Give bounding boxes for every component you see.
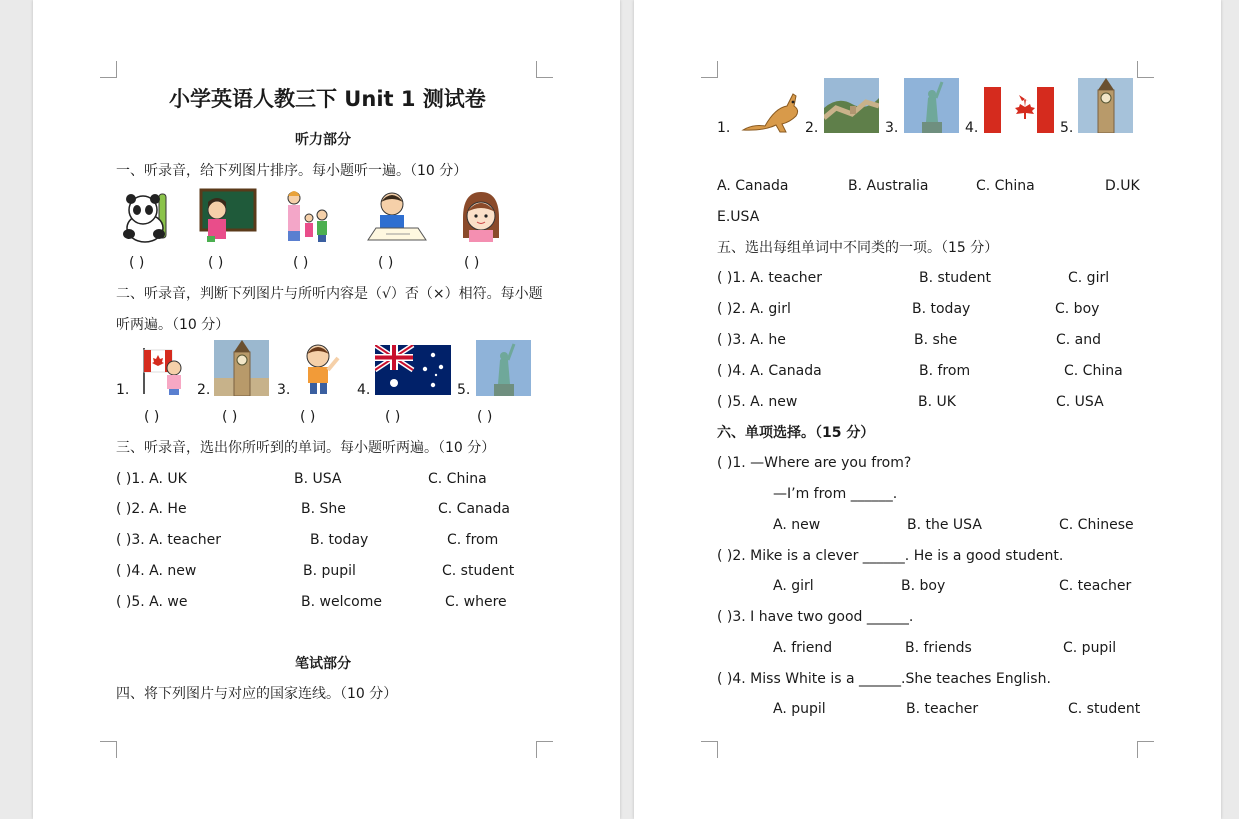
answer-blank[interactable]: ( ) — [385, 409, 401, 425]
family-image — [282, 188, 332, 244]
big-ben-image — [214, 340, 269, 396]
answer-blank[interactable]: ( ) — [300, 409, 316, 425]
crop-mark — [100, 61, 117, 78]
question-choice-c: C. boy — [1055, 301, 1100, 317]
crop-mark — [701, 741, 718, 758]
item-number: 5. — [457, 382, 471, 398]
panda-image — [119, 190, 177, 244]
kangaroo-image — [735, 86, 803, 136]
crop-mark — [536, 61, 553, 78]
question-choice-a: ( )3. A. he — [717, 332, 786, 348]
section-6-heading: 六、单项选择。（15 分） — [717, 425, 875, 441]
boy-writing-image — [366, 190, 428, 244]
question-choice-c: C. China — [428, 471, 487, 487]
item-number: 4. — [965, 120, 979, 136]
answer-blank[interactable]: ( ) — [222, 409, 238, 425]
question-choice-c: C. and — [1056, 332, 1102, 348]
item-number: 3. — [277, 382, 291, 398]
question-choice-b: B. She — [301, 501, 346, 517]
answer-blank[interactable]: ( ) — [477, 409, 493, 425]
statue-of-liberty-image — [476, 340, 531, 396]
section-4-heading: 四、将下列图片与对应的国家连线。（10 分） — [116, 686, 398, 702]
option-b: B. the USA — [907, 517, 982, 533]
country-option: A. Canada — [717, 178, 789, 194]
question-choice-b: B. she — [914, 332, 958, 348]
crop-mark — [1137, 61, 1154, 78]
section-2-heading-line2: 听两遍。（10 分） — [116, 317, 230, 333]
section-2-heading-line1: 二、听录音，判断下列图片与所听内容是（√）否（×）相符。每小题 — [116, 286, 543, 302]
question-choice-a: ( )2. A. He — [116, 501, 187, 517]
crop-mark — [100, 741, 117, 758]
item-number: 1. — [717, 120, 731, 136]
option-a: A. pupil — [773, 701, 826, 717]
answer-blank[interactable]: ( ) — [464, 255, 480, 271]
question-choice-b: B. pupil — [303, 563, 356, 579]
australia-flag-image — [375, 345, 451, 395]
item-number: 2. — [805, 120, 819, 136]
section-1-heading: 一、听录音，给下列图片排序。每小题听一遍。（10 分） — [116, 163, 468, 179]
option-a: A. friend — [773, 640, 833, 656]
country-option: B. Australia — [848, 178, 929, 194]
option-c: C. student — [1068, 701, 1141, 717]
teacher-at-board-image — [199, 188, 257, 244]
written-header: 笔试部分 — [295, 656, 351, 672]
country-option: E.USA — [717, 209, 760, 225]
question-1: ( )1. —Where are you from? — [717, 455, 912, 471]
document-page-left — [33, 0, 620, 819]
question-choice-a: ( )1. A. teacher — [717, 270, 823, 286]
document-page-right — [634, 0, 1221, 819]
canada-flag-image — [984, 87, 1054, 133]
item-number: 1. — [116, 382, 130, 398]
boy-with-canada-flag-image — [134, 344, 188, 396]
answer-blank[interactable]: ( ) — [208, 255, 224, 271]
question-choice-b: B. welcome — [301, 594, 382, 610]
statue-of-liberty-image — [904, 78, 959, 133]
question-choice-a: ( )5. A. new — [717, 394, 798, 410]
question-choice-b: B. from — [919, 363, 971, 379]
crop-mark — [1137, 741, 1154, 758]
option-c: C. Chinese — [1059, 517, 1134, 533]
country-option: C. China — [976, 178, 1035, 194]
section-3-heading: 三、听录音，选出你所听到的单词。每小题听两遍。（10 分） — [116, 440, 496, 456]
question-choice-b: B. today — [310, 532, 369, 548]
question-1-response: —I’m from ______. — [773, 486, 898, 502]
option-b: B. boy — [901, 578, 946, 594]
question-choice-a: ( )4. A. Canada — [717, 363, 822, 379]
page-title: 小学英语人教三下 Unit 1 测试卷 — [169, 87, 486, 111]
answer-blank[interactable]: ( ) — [378, 255, 394, 271]
item-number: 5. — [1060, 120, 1074, 136]
question-3: ( )3. I have two good ______. — [717, 609, 914, 625]
option-c: C. pupil — [1063, 640, 1117, 656]
question-choice-a: ( )4. A. new — [116, 563, 197, 579]
question-choice-c: C. where — [445, 594, 507, 610]
question-choice-b: B. today — [912, 301, 971, 317]
girl-image — [457, 190, 505, 244]
question-2: ( )2. Mike is a clever ______. He is a good student. — [717, 548, 1064, 564]
question-choice-a: ( )2. A. girl — [717, 301, 791, 317]
answer-blank[interactable]: ( ) — [293, 255, 309, 271]
question-choice-c: C. student — [442, 563, 515, 579]
question-choice-a: ( )3. A. teacher — [116, 532, 222, 548]
question-choice-c: C. Canada — [438, 501, 510, 517]
crop-mark — [701, 61, 718, 78]
option-a: A. girl — [773, 578, 814, 594]
question-choice-a: ( )1. A. UK — [116, 471, 187, 487]
item-number: 4. — [357, 382, 371, 398]
question-choice-a: ( )5. A. we — [116, 594, 188, 610]
option-b: B. teacher — [906, 701, 979, 717]
listening-header: 听力部分 — [295, 132, 351, 148]
question-4: ( )4. Miss White is a ______.She teaches English. — [717, 671, 1051, 687]
question-choice-c: C. China — [1064, 363, 1123, 379]
item-number: 2. — [197, 382, 211, 398]
great-wall-image — [824, 78, 879, 133]
country-option: D.UK — [1105, 178, 1140, 194]
question-choice-b: B. USA — [294, 471, 342, 487]
big-ben-image — [1078, 78, 1133, 133]
option-c: C. teacher — [1059, 578, 1132, 594]
option-a: A. new — [773, 517, 821, 533]
question-choice-c: C. girl — [1068, 270, 1110, 286]
section-5-heading: 五、选出每组单词中不同类的一项。（15 分） — [717, 240, 999, 256]
question-choice-c: C. from — [447, 532, 499, 548]
crop-mark — [536, 741, 553, 758]
answer-blank[interactable]: ( ) — [144, 409, 160, 425]
option-b: B. friends — [905, 640, 972, 656]
answer-blank[interactable]: ( ) — [129, 255, 145, 271]
question-choice-c: C. USA — [1056, 394, 1104, 410]
question-choice-b: B. UK — [918, 394, 956, 410]
boy-waving-image — [294, 340, 346, 396]
item-number: 3. — [885, 120, 899, 136]
question-choice-b: B. student — [919, 270, 992, 286]
